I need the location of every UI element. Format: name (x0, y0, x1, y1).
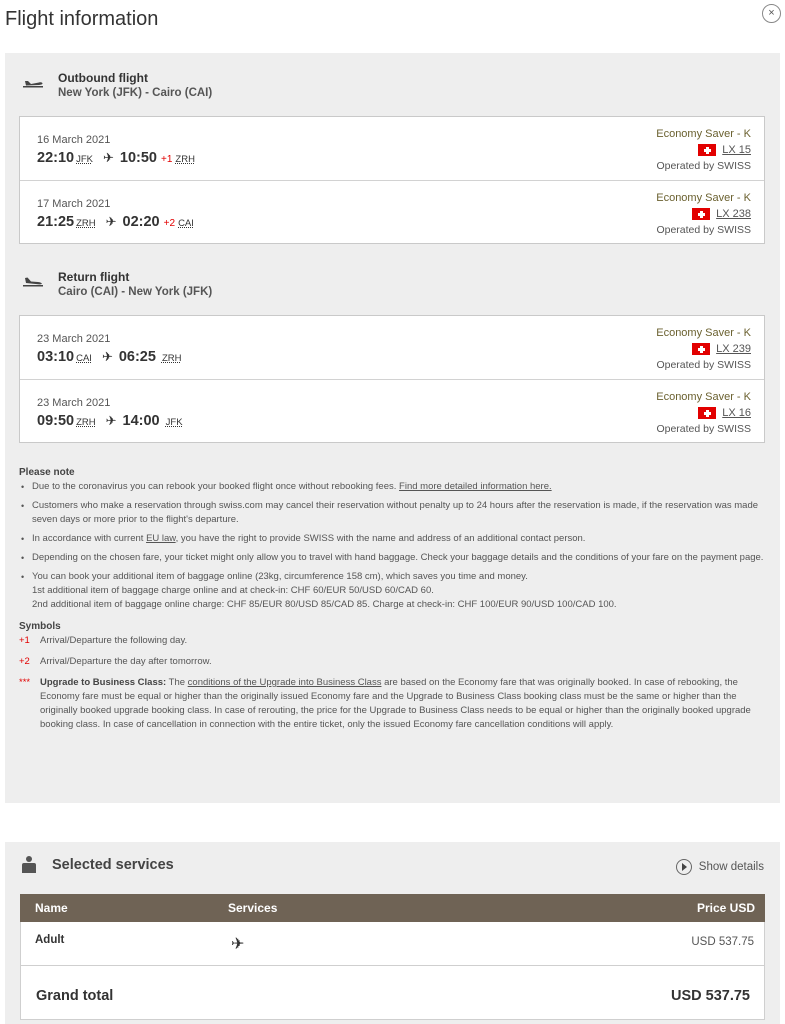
symbol: +1 (19, 635, 30, 646)
close-icon[interactable]: × (762, 4, 781, 23)
plane-icon: ✈ (105, 214, 117, 229)
plane-icon: ✈ (101, 349, 113, 364)
passenger-type: Adult (35, 934, 65, 946)
grand-total-value: USD 537.75 (671, 988, 750, 1004)
swiss-flag-icon (698, 144, 716, 156)
symbol: *** (19, 677, 31, 688)
departure-time: 09:50 (37, 413, 75, 429)
flight-segment[interactable] (20, 316, 764, 379)
note-item (19, 480, 767, 494)
operated-by: Operated by SWISS (656, 423, 751, 435)
segment-fare-info (656, 126, 751, 174)
symbol-text-part: are based on the Economy fare that was originally booked. In case of rebooking, the Economy fare must be equal or higher than the originally issued Economy fare and the Upgrade to Business Class booking class must be the same or higher than the originally booked upgrade booking class. In case of rerouting, the price for the Upgrade to Business Class needs to be equal or higher than the originally booked upgrade booking class. In case of cancellation in connection with the entire ticket, only the issued Economy fare cancellation conditions will apply. (40, 677, 751, 730)
flight-number[interactable]: LX 239 (716, 343, 751, 355)
departure-airport: ZRH (76, 417, 96, 428)
notes-list (19, 480, 767, 612)
services-header (22, 856, 174, 873)
return-route: Cairo (CAI) - New York (JFK) (58, 286, 213, 298)
swiss-flag-icon (692, 208, 710, 220)
departure-airport: CAI (76, 353, 92, 364)
column-services: Services (228, 901, 278, 915)
outbound-route: New York (JFK) - Cairo (CAI) (58, 87, 213, 99)
note-item: • Customers who make a reservation through swiss.com may cancel their reservation without penalty up to 24 hours after the reservation is made, if the reservation was made seven days or more prior to the flight's departure. (19, 499, 767, 527)
segment-date: 17 March 2021 (37, 198, 111, 210)
upgrade-conditions-link[interactable]: conditions of the Upgrade into Business Class (187, 677, 382, 688)
upgrade-label: Upgrade to Business Class: (40, 677, 167, 688)
arrival-airport: ZRH (175, 154, 195, 165)
segment-date: 23 March 2021 (37, 397, 111, 409)
flight-segment[interactable] (20, 379, 764, 442)
plane-icon: ✈ (231, 936, 245, 953)
arrival-airport: ZRH (161, 353, 182, 364)
note-item (19, 570, 767, 612)
departure-time: 03:10 (37, 349, 75, 365)
flight-info-panel (5, 53, 780, 803)
flight-number[interactable]: LX 16 (722, 407, 751, 419)
symbol-text: Arrival/Departure the day after tomorrow. (40, 656, 212, 667)
eu-law-link[interactable]: EU law (146, 533, 176, 544)
segment-fare-info (656, 325, 751, 373)
day-offset: +2 (163, 218, 176, 229)
flight-segment[interactable] (20, 180, 764, 243)
note-text: 2nd additional item of baggage online charge: CHF 85/EUR 80/USD 85/CAD 85. Charge at check-in: CHF 100/EUR 90/USD 100/CAD 100. (32, 599, 617, 610)
table-header (20, 894, 765, 922)
arrival-time: 02:20 (122, 214, 160, 230)
circle-arrow-icon (676, 859, 692, 875)
grand-total-label: Grand total (36, 988, 114, 1004)
flight-number[interactable]: LX 15 (722, 144, 751, 156)
arrival-time: 06:25 (118, 349, 156, 365)
note-text: • You can book your additional item of baggage online (23kg, circumference 158 cm), which saves you time and money. (32, 571, 528, 582)
note-text: 1st additional item of baggage charge online and at check-in: CHF 60/EUR 50/USD 60/CAD 60. (32, 585, 434, 596)
services-title: Selected services (52, 856, 174, 873)
note-text: , you have the right to provide SWISS with the name and address of an additional contact person. (175, 533, 586, 544)
departure-airport: JFK (76, 154, 93, 165)
show-details-button[interactable] (676, 859, 764, 875)
notes-heading: Please note (19, 467, 75, 478)
swiss-flag-icon (692, 343, 710, 355)
operated-by: Operated by SWISS (656, 160, 751, 172)
fare-class: Economy Saver - K (656, 128, 751, 140)
outbound-title: Outbound flight (58, 71, 148, 85)
fare-class: Economy Saver - K (656, 391, 751, 403)
note-text: Due to the coronavirus you can rebook your booked flight once without rebooking fees. (32, 481, 400, 492)
flight-segment[interactable] (20, 117, 764, 180)
operated-by: Operated by SWISS (656, 224, 751, 236)
note-item (19, 532, 767, 546)
grand-total-row (20, 966, 765, 1020)
symbol-row (19, 634, 767, 648)
symbol-text: Arrival/Departure the following day. (40, 635, 188, 646)
departure-time: 21:25 (37, 214, 75, 230)
symbol-text-part: The (166, 677, 188, 688)
return-header (22, 270, 212, 298)
arrival-airport: CAI (178, 218, 194, 229)
column-name: Name (35, 901, 68, 915)
segment-times (37, 413, 187, 429)
segment-times (37, 349, 186, 365)
notes-section (19, 466, 767, 739)
selected-services-panel (5, 842, 780, 1024)
return-card (19, 315, 765, 443)
operated-by: Operated by SWISS (656, 359, 751, 371)
day-offset: +1 (161, 154, 173, 165)
person-icon (22, 856, 36, 873)
services-table (20, 894, 765, 1020)
swiss-flag-icon (698, 407, 716, 419)
arrival-time: 14:00 (122, 413, 160, 429)
show-details-label: Show details (698, 861, 764, 873)
arrival-airport: JFK (165, 417, 183, 428)
row-price: USD 537.75 (691, 936, 754, 948)
symbol-row (19, 676, 767, 732)
plane-arrival-icon (22, 274, 44, 288)
segment-times (37, 214, 198, 230)
outbound-header (22, 71, 212, 99)
plane-icon: ✈ (105, 413, 117, 428)
outbound-card (19, 116, 765, 244)
fare-class: Economy Saver - K (656, 327, 751, 339)
segment-times (37, 150, 199, 166)
table-row (20, 922, 765, 966)
note-text: In accordance with current (32, 533, 147, 544)
note-item: • Depending on the chosen fare, your ticket might only allow you to travel with hand baggage. Check your baggage details and the conditions of your fare on the payment page. (19, 551, 767, 565)
symbol-row (19, 655, 767, 669)
symbol: +2 (19, 656, 30, 667)
segment-fare-info (656, 190, 751, 238)
symbol-text (40, 676, 767, 732)
symbols-heading: Symbols (19, 621, 61, 632)
column-price: Price USD (696, 901, 755, 915)
plane-departure-icon (22, 75, 44, 89)
arrival-time: 10:50 (119, 150, 157, 166)
segment-date: 23 March 2021 (37, 333, 111, 345)
departure-time: 22:10 (37, 150, 75, 166)
page-title: Flight information (5, 8, 159, 30)
return-title: Return flight (58, 270, 130, 284)
flight-number[interactable]: LX 238 (716, 208, 751, 220)
more-info-link[interactable]: Find more detailed information here. (399, 481, 552, 492)
plane-icon: ✈ (102, 150, 114, 165)
segment-date: 16 March 2021 (37, 134, 111, 146)
segment-fare-info (656, 389, 751, 437)
fare-class: Economy Saver - K (656, 192, 751, 204)
departure-airport: ZRH (76, 218, 96, 229)
